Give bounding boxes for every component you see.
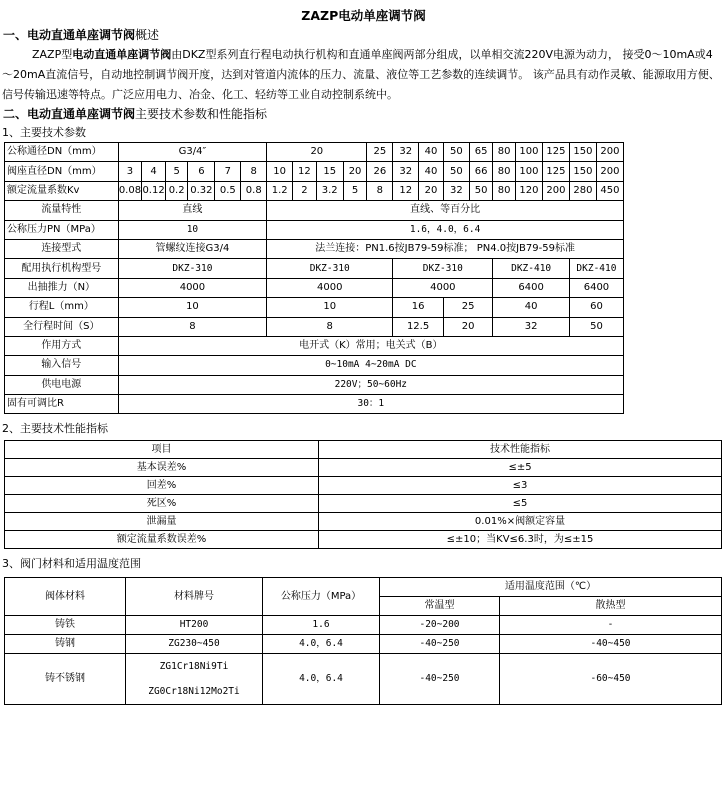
section-bold-text: 电动直通单座调节阀 (27, 28, 136, 42)
table-row (5, 220, 624, 239)
grade-line: ZG1Cr18Ni9Ti (159, 661, 229, 673)
table-cell: - (500, 616, 722, 635)
table-cell: 50 (569, 317, 623, 336)
table-cell: 50 (443, 143, 469, 162)
table-cell: HT200 (126, 616, 263, 635)
intro-prefix: ZAZP型 (32, 48, 73, 61)
table-cell: 1.6，4.0，6.4 (267, 220, 624, 239)
table-cell: 1.2 (267, 181, 293, 200)
table-cell: ≤5 (319, 495, 722, 513)
table-cell: 0.01%×阀额定容量 (319, 513, 722, 531)
table-cell: 200 (596, 162, 623, 181)
table-cell: 80 (493, 181, 516, 200)
row-label: 连接型式 (5, 239, 119, 258)
row-label: 作用方式 (5, 336, 119, 355)
table-cell: 直线 (118, 201, 267, 220)
section-rest-text: 主要技术参数和性能指标 (135, 107, 268, 121)
row-label: 阀座直径DN（mm） (5, 162, 119, 181)
section-number: 一、 (3, 28, 28, 42)
table-cell: 450 (596, 181, 623, 200)
table-cell: 直线、等百分比 (267, 201, 624, 220)
row-label: 流量特性 (5, 201, 119, 220)
table-cell: 40 (419, 162, 444, 181)
table-cell: 100 (515, 162, 542, 181)
table-cell: 12 (293, 162, 317, 181)
table-cell: DKZ-310 (118, 259, 267, 278)
row-label: 额定流量系数Kv (5, 181, 119, 200)
table-cell: 基本误差% (5, 459, 319, 477)
row-label: 供电电源 (5, 375, 119, 394)
subheading-performance: 2、主要技术性能指标 (2, 422, 108, 436)
table-cell: 电开式（K）常用；电关式（B） (118, 336, 623, 355)
table-row (5, 495, 722, 513)
intro-text: 由DKZ型系列直行程电动执行机构和直通单座阀两部分组成，以单相交流220V电源为动力， 接受0～10mA或4～20mA直流信号，自动地控制调节阀开度，达到对管道内流体的压力、流量、液位等工艺参数的连续调节。 该产品具有动作灵敏、能源取用方便、信号传输迅速等特点。广泛应用电力、冶金、化工、轻纺等工业自动控制系统中。 (2, 48, 720, 101)
table-cell: DKZ-310 (393, 259, 493, 278)
table-cell: 26 (367, 162, 393, 181)
table-row (5, 181, 624, 200)
table-cell: 泄漏量 (5, 513, 319, 531)
table-row (5, 278, 624, 297)
table-row (5, 162, 624, 181)
table-cell: 150 (569, 143, 596, 162)
table-cell: 80 (493, 162, 516, 181)
table-cell: ZG230~450 (126, 635, 263, 654)
row-label: 配用执行机构型号 (5, 259, 119, 278)
table-cell: 125 (542, 143, 569, 162)
section-bold-text: 电动直通单座调节阀 (27, 107, 136, 121)
column-header: 项目 (5, 441, 319, 459)
table-row (5, 616, 722, 635)
table-cell: 40 (493, 298, 570, 317)
table-cell: 20 (267, 143, 367, 162)
subheading-main-params: 1、主要技术参数 (2, 126, 86, 139)
table-cell: DKZ-410 (493, 259, 570, 278)
table-row (5, 239, 624, 258)
table-cell: 100 (515, 143, 542, 162)
table-cell: 6 (188, 162, 215, 181)
table-cell: 30：1 (118, 395, 623, 414)
table-cell: 8 (267, 317, 393, 336)
table-cell: 50 (469, 181, 493, 200)
intro-bold: 电动直通单座调节阀 (72, 48, 172, 61)
table-cell: G3/4″ (118, 143, 267, 162)
table-cell: 12.5 (393, 317, 444, 336)
table-cell: 32 (493, 317, 570, 336)
table-cell: -60~450 (500, 654, 722, 705)
table-cell: 回差% (5, 477, 319, 495)
table-cell: 65 (469, 143, 493, 162)
table-cell: 铸不锈钢 (5, 654, 126, 705)
table-cell: 5 (165, 162, 188, 181)
table-row (5, 459, 722, 477)
table-cell: 150 (569, 162, 596, 181)
column-header: 适用温度范围（℃） (380, 578, 722, 597)
table-cell: -40~450 (500, 635, 722, 654)
row-label: 出抽推力（N） (5, 278, 119, 297)
table-cell: 0.2 (165, 181, 188, 200)
table-cell: 200 (542, 181, 569, 200)
table-cell: 60 (569, 298, 623, 317)
table-row (5, 477, 722, 495)
section-number: 二、 (3, 107, 28, 121)
column-header: 公称压力（MPa） (263, 578, 380, 616)
table-row (5, 635, 722, 654)
column-header: 材料牌号 (126, 578, 263, 616)
table-cell: -20~200 (380, 616, 500, 635)
table-cell: 220V；50~60Hz (118, 375, 623, 394)
section-rest-text: 概述 (135, 28, 160, 42)
table-cell: 12 (393, 181, 419, 200)
table-row (5, 201, 624, 220)
table-cell: 4000 (118, 278, 267, 297)
table-cell: 铸钢 (5, 635, 126, 654)
table-row (5, 143, 624, 162)
table-cell: 66 (469, 162, 493, 181)
table-cell: 4000 (393, 278, 493, 297)
table-cell: 10 (267, 162, 293, 181)
table-cell: 50 (443, 162, 469, 181)
table-cell: 80 (493, 143, 516, 162)
table-cell: 7 (215, 162, 241, 181)
table-cell: 死区% (5, 495, 319, 513)
table-cell: 32 (443, 181, 469, 200)
table-cell: 4000 (267, 278, 393, 297)
table-row (5, 441, 722, 459)
table-cell: ≤±5 (319, 459, 722, 477)
table-cell: 法兰连接：PN1.6按JB79-59标准； PN4.0按JB79-59标准 (267, 239, 624, 258)
column-header: 常温型 (380, 597, 500, 616)
table-cell: 铸铁 (5, 616, 126, 635)
table-row (5, 317, 624, 336)
subheading-materials: 3、阀门材料和适用温度范围 (2, 557, 141, 571)
table-row (5, 298, 624, 317)
section-heading-specs (3, 105, 727, 124)
table-cell: 0.12 (142, 181, 166, 200)
table-cell: -40~250 (380, 654, 500, 705)
column-header: 散热型 (500, 597, 722, 616)
table-cell: 25 (443, 298, 493, 317)
table-row (5, 654, 722, 705)
table-cell: -40~250 (380, 635, 500, 654)
row-label: 行程L（mm） (5, 298, 119, 317)
table-row (5, 336, 624, 355)
table-cell: 15 (316, 162, 343, 181)
table-row (5, 531, 722, 549)
row-label: 公称通径DN（mm） (5, 143, 119, 162)
table-cell: 0~10mA 4~20mA DC (118, 356, 623, 375)
table-cell: 280 (569, 181, 596, 200)
table-cell: 20 (343, 162, 367, 181)
table-cell: 40 (419, 143, 444, 162)
table-cell: 8 (118, 317, 267, 336)
table-cell: 4.0，6.4 (263, 635, 380, 654)
table-cell: DKZ-410 (569, 259, 623, 278)
table-cell: 125 (542, 162, 569, 181)
section-heading-overview (3, 26, 727, 45)
table-row (5, 259, 624, 278)
row-label: 输入信号 (5, 356, 119, 375)
table-row (5, 375, 624, 394)
table-cell: 5 (343, 181, 367, 200)
table-cell: 8 (241, 162, 267, 181)
column-header: 技术性能指标 (319, 441, 722, 459)
table-cell: 额定流量系数误差% (5, 531, 319, 549)
grade-line: ZG0Cr18Ni12Mo2Ti (148, 686, 240, 698)
table-cell: 20 (419, 181, 444, 200)
row-label: 固有可调比R (5, 395, 119, 414)
table-cell: DKZ-310 (267, 259, 393, 278)
row-label: 公称压力PN（MPa） (5, 220, 119, 239)
table-cell: 0.08 (118, 181, 142, 200)
table-cell: 8 (367, 181, 393, 200)
table-cell: 4.0，6.4 (263, 654, 380, 705)
table-cell (126, 654, 263, 705)
table-cell: 6400 (569, 278, 623, 297)
table-cell: 32 (393, 143, 419, 162)
table-row (5, 356, 624, 375)
table-cell: 6400 (493, 278, 570, 297)
table-row (5, 395, 624, 414)
table-cell: 0.32 (188, 181, 215, 200)
table-cell: 3.2 (316, 181, 343, 200)
materials-table (4, 577, 722, 705)
table-cell: 管螺纹连接G3/4 (118, 239, 267, 258)
table-cell: 10 (118, 220, 267, 239)
table-cell: ≤±10；当KV≤6.3时，为≤±15 (319, 531, 722, 549)
table-cell: 200 (596, 143, 623, 162)
table-cell: 4 (142, 162, 166, 181)
table-cell: 16 (393, 298, 444, 317)
table-cell: 10 (118, 298, 267, 317)
table-cell: 2 (293, 181, 317, 200)
main-params-table (4, 142, 624, 414)
row-label: 全行程时间（S） (5, 317, 119, 336)
table-cell: 1.6 (263, 616, 380, 635)
intro-paragraph (2, 45, 721, 105)
performance-table (4, 440, 722, 549)
table-cell: 120 (515, 181, 542, 200)
table-row (5, 513, 722, 531)
table-cell: ≤3 (319, 477, 722, 495)
column-header: 阀体材料 (5, 578, 126, 616)
table-cell: 0.5 (215, 181, 241, 200)
table-row (5, 578, 722, 597)
table-cell: 25 (367, 143, 393, 162)
table-cell: 10 (267, 298, 393, 317)
table-cell: 20 (443, 317, 493, 336)
table-cell: 3 (118, 162, 142, 181)
table-cell: 0.8 (241, 181, 267, 200)
page-title: ZAZP电动单座调节阀 (301, 8, 426, 23)
table-cell: 32 (393, 162, 419, 181)
